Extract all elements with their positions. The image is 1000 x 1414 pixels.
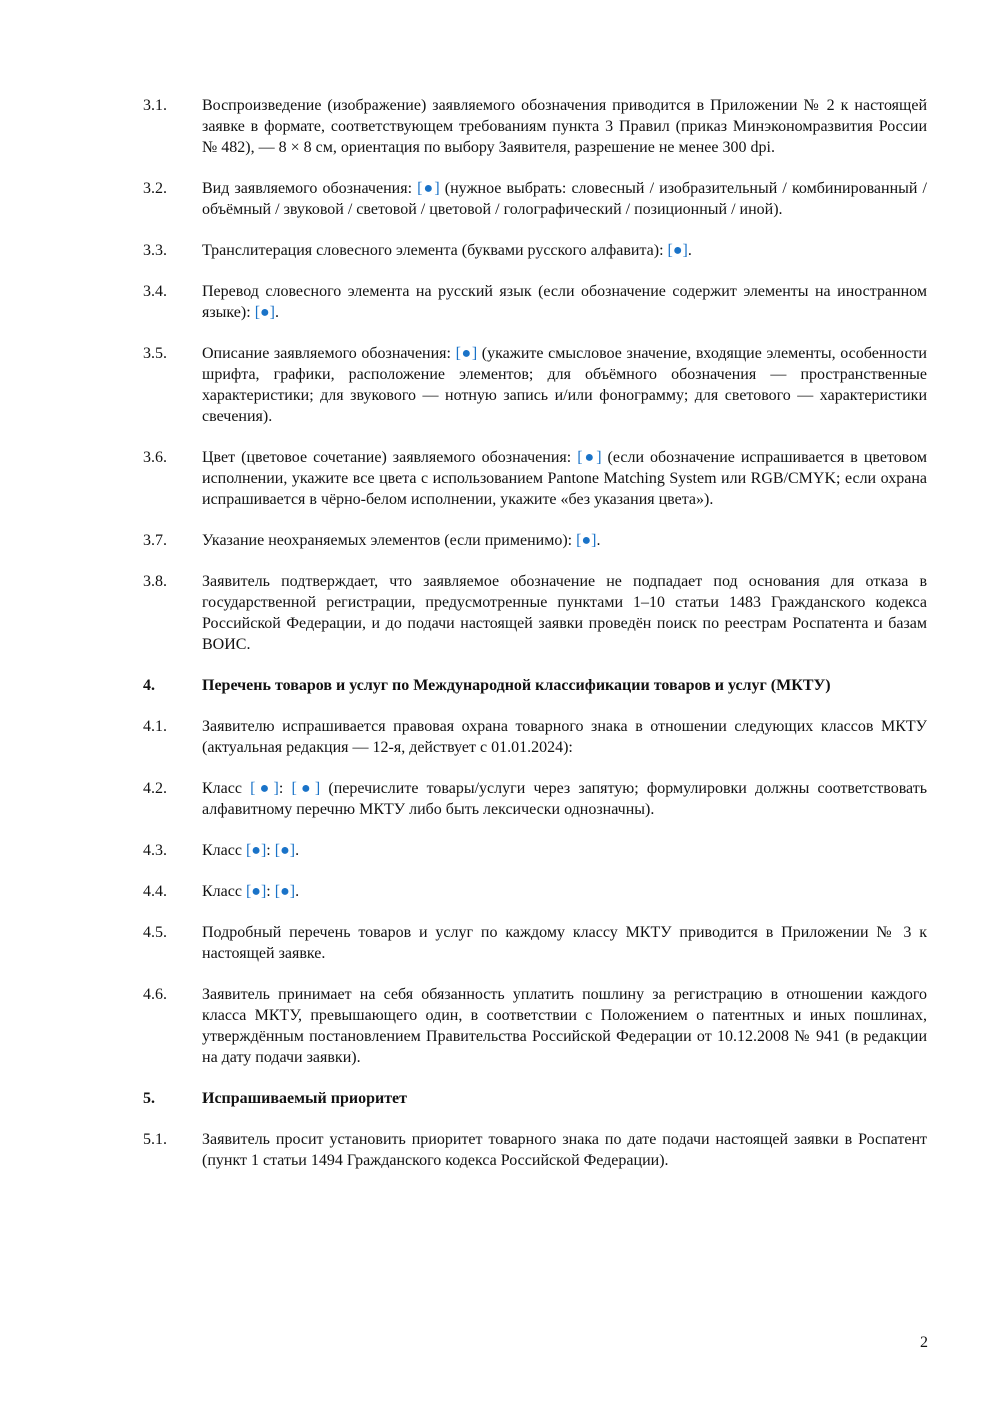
text-segment: Класс (202, 780, 251, 797)
clause (143, 1129, 927, 1171)
clause-text (202, 343, 927, 427)
clause-number: 5. (143, 1090, 155, 1107)
clause (143, 778, 927, 820)
clause-number: 3.5. (143, 345, 167, 362)
clause (143, 881, 927, 902)
text-segment: Воспроизведение (изображение) заявляемого обозначения приводится в Приложении № 2 к настоящей заявке в формате, соответствующем требованиям пункта 3 Правил (приказ Минэкономразвития России № 482), — 8 × 8 см, ориентация по выбору Заявителя, разрешение не менее 300 dpi. (202, 97, 927, 156)
placeholder-marker: [●] (577, 449, 602, 466)
text-segment: Заявитель принимает на себя обязанность уплатить пошлину за регистрацию в отношении каждого класса МКТУ, превышающего один, в соответствии с Положением о патентных и иных пошлинах, утверждённым постановлением Правительства Российской Федерации от 10.12.2008 № 941 (в редакции на дату подачи заявки). (202, 986, 927, 1066)
clause-text (202, 281, 927, 323)
text-segment: (нужное выбрать: словесный / изобразительный / комбинированный / объёмный / звуковой / световой / цветовой / голографический / позиционный / иной). (202, 180, 928, 218)
clause (143, 95, 927, 158)
clause-number: 4.6. (143, 986, 167, 1003)
clause-number: 3.6. (143, 449, 167, 466)
clause-text (202, 675, 927, 696)
placeholder-marker: [●] (417, 180, 440, 197)
text-segment: . (275, 304, 280, 321)
text-segment: Заявитель подтверждает, что заявляемое обозначение не подпадает под основания для отказа в государственной регистрации, предусмотренные пунктами 1–10 статьи 1483 Гражданского кодекса Российской Федерации, и до подачи настоящей заявки проведён поиск по реестрам Роспатента и базам ВОИС. (202, 573, 927, 653)
text-segment: Перечень товаров и услуг по Международной классификации товаров и услуг (МКТУ) (202, 677, 831, 694)
text-segment: Заявитель просит установить приоритет товарного знака по дате подачи настоящей заявки в Роспатент (пункт 1 статьи 1494 Гражданского кодекса Российской Федерации). (202, 1131, 927, 1169)
text-segment: Подробный перечень товаров и услуг по каждому классу МКТУ приводится в Приложении № 3 к настоящей заявке. (202, 924, 927, 962)
clause-text (202, 447, 927, 510)
placeholder-marker: [●] (455, 345, 478, 362)
text-segment: (если обозначение испрашивается в цветовом исполнении, укажите все цвета с использованием Pantone Matching System или RGB/CMYK; если охрана испрашивается в чёрно-белом исполнении, укажите «без указания цвета»). (202, 449, 928, 508)
clause-text (202, 530, 927, 551)
placeholder-marker: [●] (274, 842, 296, 859)
clause-text (202, 984, 927, 1068)
clause-number: 3.2. (143, 180, 167, 197)
clause-number: 5.1. (143, 1131, 167, 1148)
clause (143, 178, 927, 220)
clause (143, 447, 927, 510)
text-segment: Класс (202, 842, 246, 859)
text-segment: Описание заявляемого обозначения: (202, 345, 456, 362)
text-segment: Цвет (цветовое сочетание) заявляемого обозначения: (202, 449, 578, 466)
text-segment: . (295, 842, 300, 859)
clause-number: 3.1. (143, 97, 167, 114)
clause-number: 4.5. (143, 924, 167, 941)
clause (143, 840, 927, 861)
clause-number: 4.2. (143, 780, 167, 797)
clause-number: 4. (143, 677, 155, 694)
clause-text (202, 178, 927, 220)
text-segment: Транслитерация словесного элемента (буквами русского алфавита): (202, 242, 668, 259)
clause-text (202, 778, 927, 820)
clause-number: 3.3. (143, 242, 167, 259)
clause (143, 716, 927, 758)
text-segment: : (278, 780, 292, 797)
text-segment: Испрашиваемый приоритет (202, 1090, 408, 1107)
clause-text (202, 240, 927, 261)
clause-number: 3.8. (143, 573, 167, 590)
clause-text (202, 922, 927, 964)
text-segment: : (266, 883, 275, 900)
clause (143, 984, 927, 1068)
text-segment: Вид заявляемого обозначения: (202, 180, 418, 197)
text-segment: (укажите смысловое значение, входящие элементы, особенности шрифта, графики, расположение элементов; для объёмного обозначения — пространственные характеристики; для звукового — нотную запись и/или фонограмму; для светового — характеристики свечения). (202, 345, 927, 425)
placeholder-marker: [●] (245, 842, 267, 859)
clause-number: 4.4. (143, 883, 167, 900)
placeholder-marker: [●] (576, 532, 597, 549)
text-segment: . (687, 242, 692, 259)
clause (143, 922, 927, 964)
clause-number: 3.4. (143, 283, 167, 300)
page-number: 2 (920, 1334, 928, 1351)
text-segment: Класс (202, 883, 246, 900)
text-segment: Указание неохраняемых элементов (если применимо): (202, 532, 577, 549)
section-heading (143, 1088, 927, 1109)
clause-text (202, 1129, 927, 1171)
clause (143, 530, 927, 551)
placeholder-marker: [●] (254, 304, 276, 321)
text-segment: Перевод словесного элемента на русский язык (если обозначение содержит элементы на иностранном языке): (202, 283, 927, 321)
clause-number: 4.1. (143, 718, 167, 735)
text-segment: (перечислите товары/услуги через запятую; формулировки должны соответствовать алфавитному перечню МКТУ либо быть лексически однозначны). (202, 780, 928, 818)
placeholder-marker: [●] (245, 883, 267, 900)
placeholder-marker: [●] (274, 883, 296, 900)
text-segment: . (596, 532, 601, 549)
clause-text (202, 571, 927, 655)
clause-text (202, 881, 927, 902)
section-heading (143, 675, 927, 696)
document-body (143, 95, 927, 1191)
clause-text (202, 1088, 927, 1109)
text-segment: . (295, 883, 300, 900)
clause-text (202, 840, 927, 861)
clause (143, 343, 927, 427)
clause (143, 571, 927, 655)
clause-text (202, 716, 927, 758)
clause (143, 281, 927, 323)
clause (143, 240, 927, 261)
placeholder-marker: [●] (667, 242, 688, 259)
placeholder-marker: [●] (250, 780, 279, 797)
clause-number: 4.3. (143, 842, 167, 859)
text-segment: : (266, 842, 275, 859)
placeholder-marker: [●] (291, 780, 321, 797)
clause-number: 3.7. (143, 532, 167, 549)
text-segment: Заявителю испрашивается правовая охрана товарного знака в отношении следующих классов МКТУ (актуальная редакция — 12-я, действует с 01.01.2024): (202, 718, 927, 756)
clause-text (202, 95, 927, 158)
